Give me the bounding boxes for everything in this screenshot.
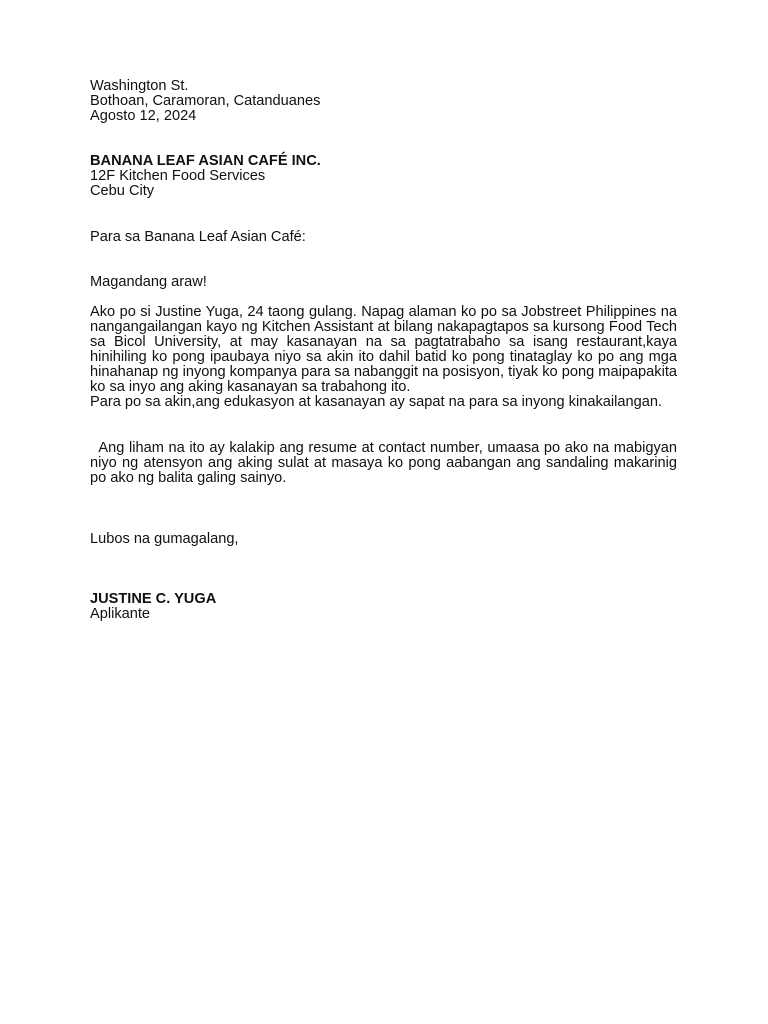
recipient-city: Cebu City: [90, 183, 155, 199]
body-paragraph-1: [90, 305, 677, 410]
salutation-text: Para sa Banana Leaf Asian Café:: [90, 229, 306, 245]
body-paragraph-2: [90, 441, 677, 486]
closing: [90, 532, 677, 547]
greeting-text: Magandang araw!: [90, 274, 207, 290]
salutation: [90, 230, 677, 245]
paragraph-1-continuation: Para po sa akin,ang edukasyon at kasanayan ay sapat na para sa inyong kinakailangan.: [90, 394, 662, 410]
recipient-department: 12F Kitchen Food Services: [90, 168, 266, 184]
signature-block: [90, 592, 677, 622]
recipient-address: [90, 154, 677, 199]
paragraph-2-text: Ang liham na ito ay kalakip ang resume at contact number, umaasa po ako na mabigyan niyo ng atensyon ang aking sulat at masaya ko pong aabangan ang sandaling makarinig po ako ng balita galing sainyo.: [90, 440, 677, 486]
sender-address: [90, 79, 677, 124]
letter-date: Agosto 12, 2024: [90, 108, 197, 124]
closing-text: Lubos na gumagalang,: [90, 531, 239, 547]
signature-name: JUSTINE C. YUGA: [90, 591, 217, 607]
recipient-company: BANANA LEAF ASIAN CAFÉ INC.: [90, 153, 321, 169]
paragraph-1-text: Ako po si Justine Yuga, 24 taong gulang. Napag alaman ko po sa Jobstreet Philippines na nangangailangan kayo ng Kitchen Assistant at bilang nakapagtapos sa kursong Food Tech sa Bicol University, at may kasanayan na sa pagtatrabaho sa isang restaurant,kaya hinihiling ko pong ipaubaya niyo sa akin ito dahil batid ko pong tinataglay ko po ang mga hinahanap ng inyong kompanya para sa nabanggit na posisyon, tiyak ko pong maipapakita ko sa inyo ang aking kasanayan sa trabahong ito.: [90, 304, 677, 395]
sender-street: Washington St.: [90, 78, 189, 94]
sender-location: Bothoan, Caramoran, Catanduanes: [90, 93, 321, 109]
greeting: [90, 275, 677, 290]
paragraph-2-container: [90, 441, 677, 486]
signature-title: Aplikante: [90, 606, 151, 622]
